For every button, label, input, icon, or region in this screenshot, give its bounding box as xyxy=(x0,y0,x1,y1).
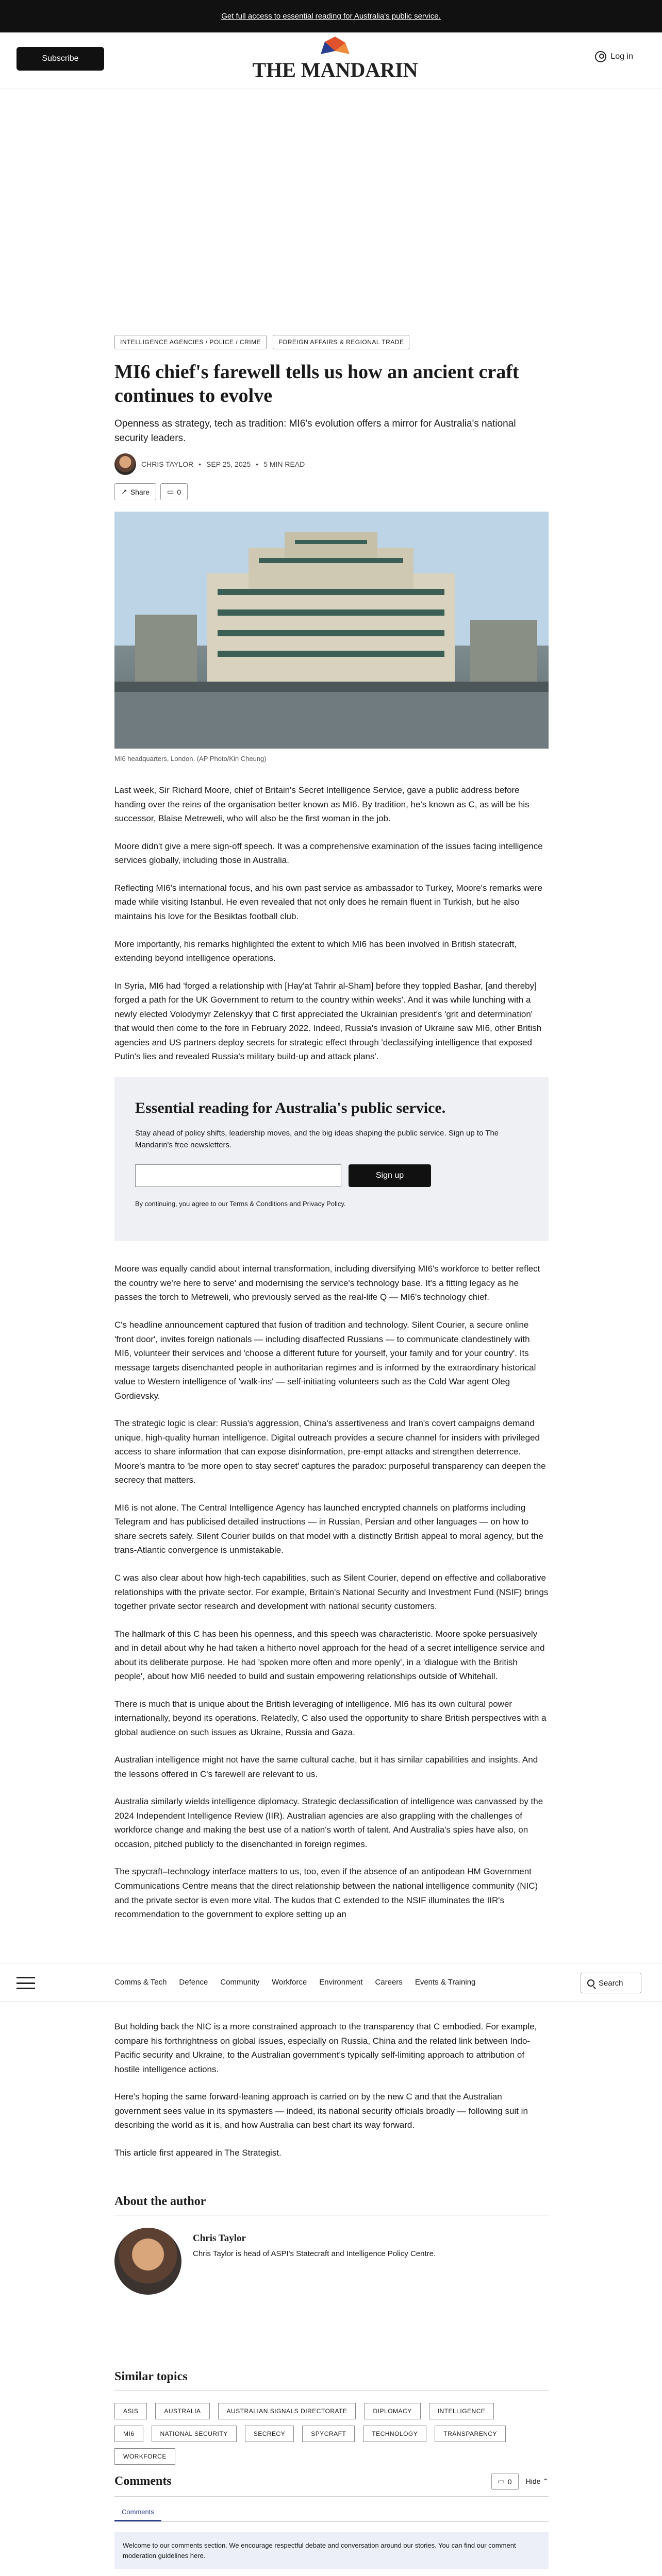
topic-tag[interactable]: TRANSPARENCY xyxy=(435,2426,506,2442)
newsletter-title: Essential reading for Australia's public service. xyxy=(135,1099,446,1116)
topic-tags xyxy=(114,2403,527,2465)
share-button[interactable] xyxy=(114,483,156,500)
nav-comms-tech[interactable]: Comms & Tech xyxy=(114,1978,167,1987)
sticky-nav xyxy=(0,1963,662,2002)
topic-tag[interactable]: AUSTRALIAN SIGNALS DIRECTORATE xyxy=(218,2403,356,2419)
image-caption: MI6 headquarters, London. (AP Photo/Kin Cheung) xyxy=(114,755,267,763)
topic-tag[interactable]: MI6 xyxy=(114,2426,143,2442)
article-body xyxy=(114,783,549,1921)
article xyxy=(114,335,549,1935)
newsletter-desc: Stay ahead of policy shifts, leadership moves, and the big ideas shaping the public service. Sign up to The Mandarin's free newsletters. xyxy=(135,1129,499,1149)
site-logo[interactable] xyxy=(252,37,418,87)
subscribe-button[interactable]: Subscribe xyxy=(16,47,104,71)
search-icon xyxy=(587,1979,594,1987)
byline-sep: • xyxy=(198,460,202,469)
nav-workforce[interactable]: Workforce xyxy=(272,1978,307,1987)
comments-controls xyxy=(491,2473,549,2490)
paragraph: There is much that is unique about the British leveraging of intelligence. MI6 has its own cultural power internationally, beyond its operations. Relatedly, C also used the opportunity to share British perspectives with a global audience on such issues as Ukraine, Russia and Gaza. xyxy=(114,1699,547,1737)
tab-comments[interactable]: Comments xyxy=(114,2504,161,2521)
author-name[interactable]: Chris Taylor xyxy=(193,2233,246,2244)
search-label: Search xyxy=(599,1978,623,1988)
comments-welcome: Welcome to our comments section. We encourage respectful debate and conversation around our stories. You can find our comment moderation guidelines here. xyxy=(114,2532,549,2569)
paragraph: But holding back the NIC is a more constrained approach to the transparency that C embodied. For example, compare his forthrightness on global issues, especially on Russia, China and the related link between Indo-Pacific security and Ukraine, to the Australian government's typically self-limiting approach to attribution of hostile intelligence actions. xyxy=(114,2022,537,2074)
logo-text: THE MANDARIN xyxy=(252,58,418,81)
crumb-foreign-affairs[interactable]: FOREIGN AFFAIRS & REGIONAL TRADE xyxy=(273,335,409,349)
article-actions xyxy=(114,483,549,500)
topic-tag[interactable]: TECHNOLOGY xyxy=(363,2426,426,2442)
topic-tag[interactable]: ASIS xyxy=(114,2403,147,2419)
nav-defence[interactable]: Defence xyxy=(179,1978,208,1987)
topic-tag[interactable]: INTELLIGENCE xyxy=(429,2403,494,2419)
author-bio: Chris Taylor is head of ASPI's Statecraft and Intelligence Policy Centre. xyxy=(193,2249,436,2258)
paragraph: The spycraft–technology interface matters to us, too, even if the absence of an antipodean HM Government Communications Centre means that the direct relationship between the national intelligence community (NIC) and the private sector is even more vital. The kudos that C extended to the NSIF illuminates the IIR's recommendation to the government to explore setting up an xyxy=(114,1867,538,1920)
author-card xyxy=(114,2228,549,2295)
similar-topics-heading: Similar topics xyxy=(114,2370,549,2391)
search-button[interactable] xyxy=(581,1973,641,1993)
comments-section xyxy=(114,2473,549,2576)
newsletter-signup xyxy=(114,1077,549,1242)
comments-count: 0 xyxy=(177,487,181,496)
author-name[interactable]: CHRIS TAYLOR xyxy=(141,460,194,469)
paragraph: C was also clear about how high-tech capabilities, such as Silent Courier, depend on effective and collaborative relationships with the private sector. For example, Britain's National Security and Investment Fund (NSIF) brings together private sector research and development with national security customers. xyxy=(114,1572,549,1612)
comment-count-badge[interactable] xyxy=(491,2473,519,2490)
login-label: Log in xyxy=(610,52,633,61)
promo-link[interactable]: Get full access to essential reading for Australia's public service. xyxy=(221,12,441,21)
paragraph: Moore didn't give a mere sign-off speech. It was a comprehensive examination of the issues facing intelligence services globally, including those in Australia. xyxy=(114,841,543,866)
newsletter-terms[interactable]: By continuing, you agree to our Terms & Conditions and Privacy Policy. xyxy=(135,1200,346,1208)
paragraph: Australia similarly wields intelligence diplomacy. Strategic declassification of intelligence was canvassed by the 2024 Independent Intelligence Review (IIR). Australian agencies are also grappling with the challenges of workforce change and making the best use of a nation's worth of talent. And Australia's spies have also, on occasion, pitched publicly to the disenchanted in foreign regimes. xyxy=(114,1797,543,1849)
login-link[interactable] xyxy=(595,51,633,62)
paragraph: C's headline announcement captured that fusion of tradition and technology. Silent Courier, a secure online 'front door', invites foreign nationals — including disaffected Russians — to communicate clandestinely with MI6, volunteer their services and 'choose a different future for yourself, your family and for your country'. Its message targets disenchanted people in authoritarian regimes and is informed by the extraordinary historical value to Western intelligence of 'walk-ins' — self-initiating volunteers such as the Cold War agent Oleg Gordievsky. xyxy=(114,1320,536,1401)
menu-icon[interactable] xyxy=(16,1977,35,1989)
topic-tag[interactable]: AUSTRALIA xyxy=(155,2403,209,2419)
chevron-up-icon: ⌃ xyxy=(542,2477,549,2485)
topic-tag[interactable]: NATIONAL SECURITY xyxy=(152,2426,237,2442)
nav-careers[interactable]: Careers xyxy=(375,1978,403,1987)
comments-button[interactable] xyxy=(160,483,188,500)
paragraph: Last week, Sir Richard Moore, chief of Britain's Secret Intelligence Service, gave a public address before handing over the reins of the organisation better known as MI6. By tradition, he's known as C, as will be his successor, Blaise Metreweli, who will also be the first woman in the job. xyxy=(114,785,529,824)
byline-sep: • xyxy=(256,460,259,469)
paragraph: More importantly, his remarks highlighted the extent to which MI6 has been involved in British statecraft, extending beyond intelligence operations. xyxy=(114,939,517,963)
promo-bar[interactable] xyxy=(0,0,662,32)
comments-header xyxy=(114,2473,549,2497)
byline xyxy=(114,453,549,475)
author-avatar[interactable] xyxy=(114,2228,181,2295)
paragraph: The hallmark of this C has been his openness, and this speech was characteristic. Moore spoke persuasively and in detail about why he had taken a hitherto novel approach for the head of a secret intelligence service and about its deliberate purpose. He had 'spoken more often and more openly', in a 'dialogue with the British people', about how MI6 needed to build and sustain empowering relationships outside of Whitehall. xyxy=(114,1629,545,1682)
paragraph: Reflecting MI6's international focus, and his own past service as ambassador to Turkey, Moore's remarks were made while visiting Istanbul. He even revealed that not only does he remain fluent in Turkish, but he also maintains his love for the Besiktas football club. xyxy=(114,883,543,921)
share-icon: ↗ xyxy=(121,487,127,496)
nav-events[interactable]: Events & Training xyxy=(415,1978,476,1987)
paragraph: Moore was equally candid about internal transformation, including diversifying MI6's workforce to better reflect the country we're here to serve' and modernising the service's technology base. It's a fitting legacy as he passes the torch to Metreweli, who previously served as the real-life Q — MI6's technology chief. xyxy=(114,1264,540,1302)
site-header xyxy=(0,32,662,89)
paragraph: This article first appeared in The Strategist. xyxy=(114,2147,282,2158)
mi6-building-illustration xyxy=(114,512,549,749)
paragraph: Here's hoping the same forward-leaning approach is carried on by the new C and that the Australian government sees value in its spymasters — indeed, its national security officials broadly — following suit in describing the world as it is, and how Australia can best chart its way forward. xyxy=(114,2092,528,2130)
paragraph: The strategic logic is clear: Russia's aggression, China's assertiveness and Iran's covert campaigns demand unique, high-quality human intelligence. Digital outreach provides a secure channel for insiders with privileged access to share information that can expose disinformation, pre-empt attacks and strengthen deterrence. Moore's mantra to 'be more open to stay secret' captures the paradox: purposeful transparency can deepen the secrecy that matters. xyxy=(114,1418,546,1485)
comments-heading: Comments xyxy=(114,2475,172,2488)
similar-topics xyxy=(114,2370,549,2465)
comment-count: 0 xyxy=(507,2477,512,2486)
comment-icon: ▭ xyxy=(498,2477,505,2485)
breadcrumb xyxy=(114,335,549,349)
nav-environment[interactable]: Environment xyxy=(319,1978,363,1987)
paragraph: In Syria, MI6 had 'forged a relationship with [Hay'at Tahrir al-Sham] before they toppled Bashar, [and thereby] forged a path for the UK Government to return to the country within weeks'. And it was while lunching with a newly elected Volodymyr Zelenskyy that C first appreciated the Ukrainian president's 'grit and determination' that would then come to the fore in February 2022. Indeed, Russia's invasion of Ukraine saw MI6, other British agencies and US partners deploy secrets for strategic effect through 'declassifying intelligence that exposed Putin's lies and revealed Russia's military build-up and attack plans'. xyxy=(114,980,542,1062)
share-label: Share xyxy=(130,487,150,496)
topic-tag[interactable]: SECRECY xyxy=(245,2426,294,2442)
article-body-end xyxy=(114,2020,549,2173)
newsletter-form xyxy=(135,1164,528,1187)
topic-tag[interactable]: SPYCRAFT xyxy=(302,2426,355,2442)
signup-button[interactable]: Sign up xyxy=(349,1164,431,1187)
nav-community[interactable]: Community xyxy=(220,1978,260,1987)
comments-tabs xyxy=(114,2504,549,2522)
paragraph: MI6 is not alone. The Central Intelligence Agency has launched encrypted channels on platforms including Telegram and has publicised detailed instructions — in Russian, Persian and other languages — on how to share secrets safely. Silent Courier builds on that model with a distinctly British appeal to moral agency, but the trans-Atlantic convergence is unmistakable. xyxy=(114,1502,543,1555)
user-icon xyxy=(595,51,606,62)
nav-links xyxy=(114,1978,475,1987)
about-author xyxy=(114,2195,549,2295)
hide-comments-button[interactable] xyxy=(526,2477,549,2486)
hide-label: Hide xyxy=(525,2477,541,2485)
about-author-heading: About the author xyxy=(114,2195,549,2215)
read-time: 5 MIN READ xyxy=(263,460,305,469)
comment-icon: ▭ xyxy=(167,487,174,496)
topic-tag[interactable]: WORKFORCE xyxy=(114,2448,175,2465)
avatar[interactable] xyxy=(114,453,136,475)
crumb-intelligence[interactable]: INTELLIGENCE AGENCIES / POLICE / CRIME xyxy=(114,335,267,349)
topic-tag[interactable]: DIPLOMACY xyxy=(364,2403,420,2419)
publish-date: SEP 25, 2025 xyxy=(206,460,251,469)
standfirst: Openness as strategy, tech as tradition: MI6's evolution offers a mirror for Australia's national security leaders. xyxy=(114,418,516,444)
email-field[interactable] xyxy=(135,1164,341,1187)
paragraph: Australian intelligence might not have the same cultural cache, but it has similar capabilities and insights. And the lessons offered in C's farewell are relevant to us. xyxy=(114,1755,538,1779)
page-title: MI6 chief's farewell tells us how an ancient craft continues to evolve xyxy=(114,361,519,406)
hero-image xyxy=(114,512,549,749)
